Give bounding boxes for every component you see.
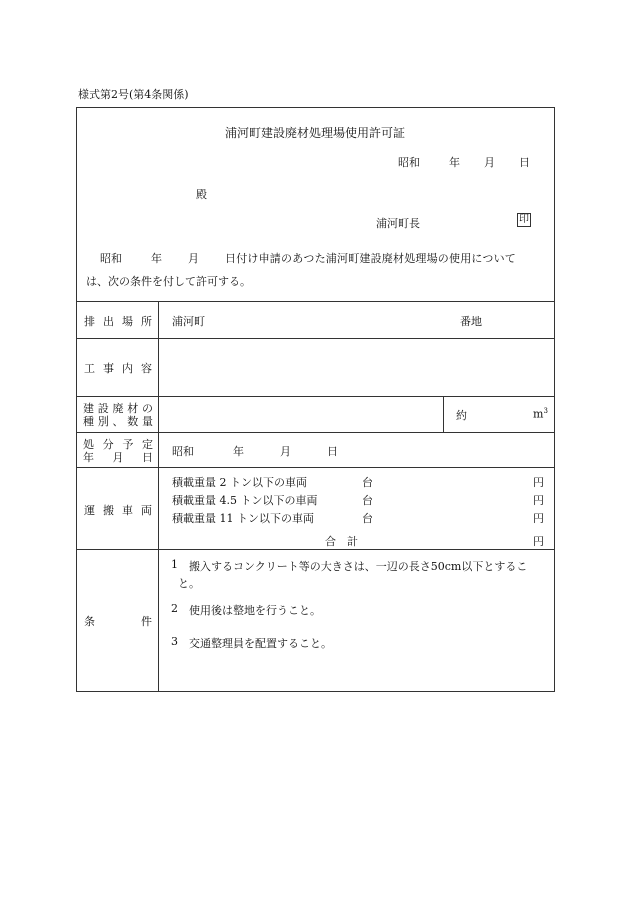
schedule-month: 月 [280, 445, 291, 458]
vehicle-count-unit: 台 [362, 476, 373, 489]
row-label-work: 工 事 内 容 [84, 362, 152, 375]
statement-month: 月 [188, 252, 199, 265]
row-label-vehicles: 運 搬 車 両 [84, 504, 152, 517]
divider [76, 549, 555, 550]
form-number-label: 様式第2号(第4条関係) [78, 88, 189, 101]
row-label-schedule-2: 年 月 日 [83, 451, 153, 464]
seal-stamp: 印 [519, 214, 529, 225]
header-date-era: 昭和 [398, 156, 420, 169]
divider [76, 338, 555, 339]
vehicle-yen: 円 [533, 476, 544, 489]
source-lot: 番地 [460, 315, 482, 328]
row-label-conditions: 条 件 [84, 615, 152, 628]
waste-unit: $m^3$ [533, 407, 548, 421]
vehicle-yen: 円 [533, 512, 544, 525]
condition-text: 交通整理員を配置すること。 [189, 637, 332, 650]
document-title: 浦河町建設廃材処理場使用許可証 [224, 126, 405, 140]
header-date-day: 日 [519, 156, 530, 169]
row-label-schedule-1: 処 分 予 定 [83, 438, 153, 451]
condition-text: 搬入するコンクリート等の大きさは、一辺の長さ50cm以下とするこ [189, 560, 528, 573]
statement-year: 年 [151, 252, 162, 265]
statement-text-line2: は、次の条件を付して許可する。 [86, 275, 251, 288]
schedule-day: 日 [327, 445, 338, 458]
row-label-waste-1: 建 設 廃 材 の [83, 402, 153, 415]
header-date-month: 月 [484, 156, 495, 169]
vehicle-desc: 積載重量 11 トン以下の車両 [172, 512, 314, 525]
condition-num: 2 [171, 602, 178, 615]
waste-approx: 約 [456, 409, 467, 422]
vehicle-desc: 積載重量 2 トン以下の車両 [172, 476, 307, 489]
vehicle-total-yen: 円 [533, 535, 544, 548]
header-date-year: 年 [449, 156, 460, 169]
vehicle-count-unit: 台 [362, 512, 373, 525]
addressee-suffix: 殿 [196, 188, 207, 201]
statement-era: 昭和 [100, 252, 122, 265]
schedule-year: 年 [233, 445, 244, 458]
vehicle-desc: 積載重量 4.5 トン以下の車両 [172, 494, 318, 507]
source-town: 浦河町 [172, 315, 205, 328]
vehicle-count-unit: 台 [362, 494, 373, 507]
issuer: 浦河町長 [376, 217, 420, 230]
column-divider [443, 396, 444, 432]
divider [76, 301, 555, 302]
condition-text: 使用後は整地を行うこと。 [189, 604, 321, 617]
schedule-era: 昭和 [172, 445, 194, 458]
divider [76, 432, 555, 433]
condition-text-cont: と。 [178, 577, 200, 590]
row-label-waste-2: 種 別 、 数 量 [83, 415, 153, 428]
divider [76, 467, 555, 468]
column-divider [158, 301, 159, 692]
vehicle-total-label: 合 計 [325, 535, 358, 548]
condition-num: 3 [171, 635, 178, 648]
row-label-source: 排 出 場 所 [84, 315, 152, 328]
condition-num: 1 [171, 558, 178, 571]
divider [76, 396, 555, 397]
vehicle-yen: 円 [533, 494, 544, 507]
statement-text: 日付け申請のあつた浦河町建設廃材処理場の使用について [225, 252, 516, 265]
